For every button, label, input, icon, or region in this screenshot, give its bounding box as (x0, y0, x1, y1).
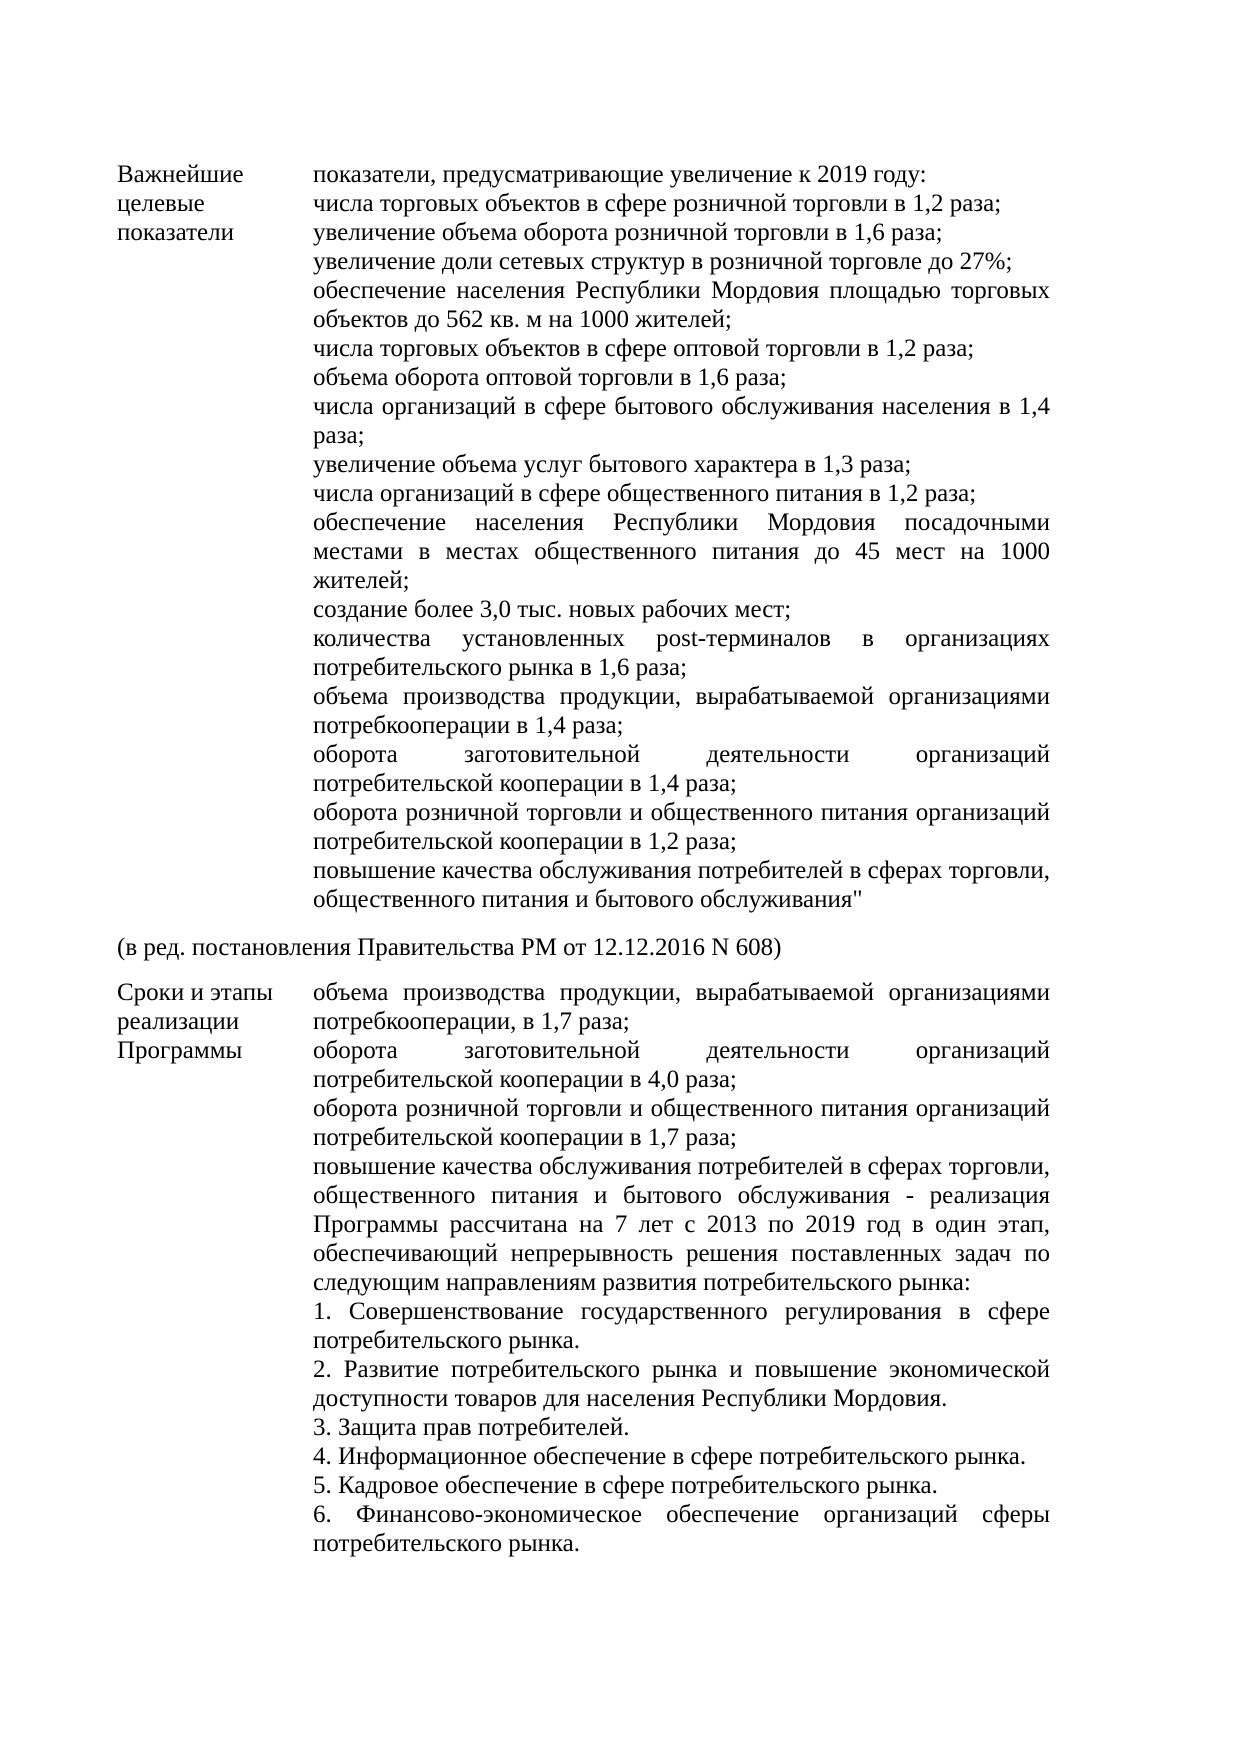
indicator-paragraph: числа организаций в сфере бытового обслуживания населения в 1,4 раза; (313, 393, 1050, 449)
indicator-paragraph: количества установленных post-терминалов в организациях потребительского рынка в 1,6 раза; (313, 625, 1050, 681)
program-paragraph: оборота розничной торговли и общественного питания организаций потребительской кооперации в 1,7 раза; (313, 1095, 1050, 1151)
indicator-paragraph: оборота розничной торговли и общественного питания организаций потребительской кооперации в 1,2 раза; (313, 799, 1050, 855)
indicator-paragraph: объема оборота оптовой торговли в 1,6 раза; (313, 364, 787, 391)
indicator-paragraph: повышение качества обслуживания потребителей в сферах торговли, общественного питания и бытового обслуживания" (313, 857, 1050, 913)
indicator-paragraph: обеспечение населения Республики Мордовия площадью торговых объектов до 562 кв. м на 1000 жителей; (313, 277, 1050, 333)
program-paragraph: оборота заготовительной деятельности организаций потребительской кооперации в 4,0 раза; (313, 1037, 1050, 1093)
indicator-paragraph: числа организаций в сфере общественного питания в 1,2 раза; (313, 480, 977, 507)
indicator-paragraph: оборота заготовительной деятельности организаций потребительской кооперации в 1,4 раза; (313, 741, 1050, 797)
program-paragraph: 1. Совершенствование государственного регулирования в сфере потребительского рынка. (313, 1298, 1050, 1354)
indicator-paragraph: объема производства продукции, вырабатываемой организациями потребкооперации в 1,4 раза; (313, 683, 1050, 739)
indicator-paragraph: обеспечение населения Республики Мордовия посадочными местами в местах общественного питания до 45 мест на 1000 жителей; (313, 509, 1050, 594)
program-paragraph: 3. Защита прав потребителей. (313, 1414, 630, 1441)
attribute-value-terms-and-stages (313, 978, 1050, 1558)
program-paragraph: объема производства продукции, вырабатываемой организациями потребкооперации, в 1,7 раза; (313, 979, 1050, 1035)
attribute-row-terms-and-stages (117, 978, 1050, 1558)
indicator-paragraph: числа торговых объектов в сфере оптовой торговли в 1,2 раза; (313, 335, 975, 362)
indicator-paragraph: создание более 3,0 тыс. новых рабочих мест; (313, 596, 792, 623)
attribute-row-key-target-indicators (117, 160, 1050, 914)
attribute-label-key-target-indicators: Важнейшие целевые показатели (117, 161, 244, 246)
indicator-paragraph: увеличение доли сетевых структур в розничной торговле до 27%; (313, 248, 1013, 275)
program-paragraph: 4. Информационное обеспечение в сфере потребительского рынка. (313, 1443, 1027, 1470)
indicator-paragraph: увеличение объема услуг бытового характера в 1,3 раза; (313, 451, 912, 478)
program-paragraph: 5. Кадровое обеспечение в сфере потребительского рынка. (313, 1472, 938, 1499)
indicator-paragraph: увеличение объема оборота розничной торговли в 1,6 раза; (313, 219, 943, 246)
amendment-note: (в ред. постановления Правительства РМ от 12.12.2016 N 608) (117, 934, 782, 961)
program-paragraph: повышение качества обслуживания потребителей в сферах торговли, общественного питания и бытового обслуживания - реализация Программы рассчитана на 7 лет с 2013 по 2019 год в один этап, обеспечивающий непрерывность решения поставленных задач по следующим направлениям развития потребительского рынка: (313, 1153, 1050, 1296)
attribute-label-terms-and-stages: Сроки и этапы реализации Программы (117, 979, 273, 1064)
program-paragraph: 6. Финансово-экономическое обеспечение организаций сферы потребительского рынка. (313, 1501, 1050, 1557)
attribute-value-key-target-indicators (313, 160, 1050, 914)
program-paragraph: 2. Развитие потребительского рынка и повышение экономической доступности товаров для населения Республики Мордовия. (313, 1356, 1050, 1412)
indicator-paragraph: числа торговых объектов в сфере розничной торговли в 1,2 раза; (313, 190, 1002, 217)
indicator-paragraph: показатели, предусматривающие увеличение к 2019 году: (313, 161, 927, 188)
